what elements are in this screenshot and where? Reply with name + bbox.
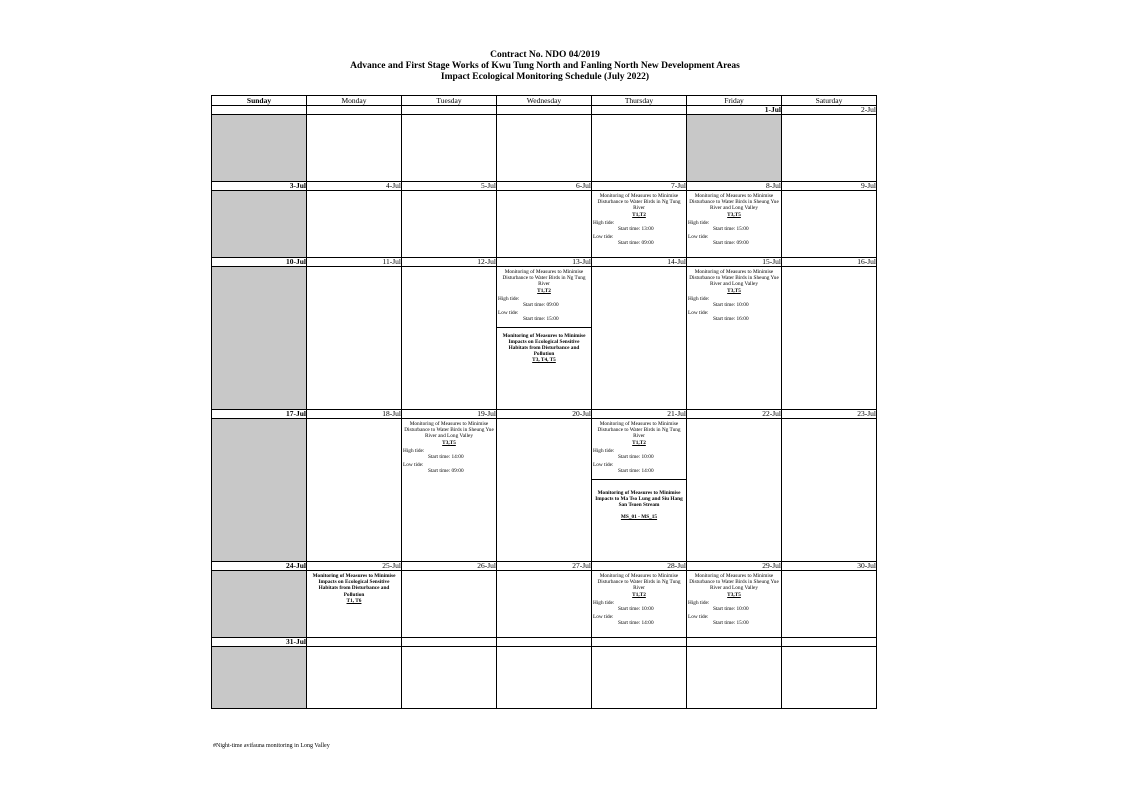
monitoring-event [592,573,686,627]
date-label: 3-Jul [212,182,307,191]
low-tide-label: Low tide: [593,614,614,621]
high-tide-label: High tide: [688,599,710,606]
content-row-week-3 [212,267,877,410]
event-description: Monitoring of Measures to Minimise Disturbance to Water Birds in Sheung Yue River and Long Valley [404,421,494,440]
low-tide-time: Start time: 09:00 [713,240,749,247]
day-cell [592,647,687,709]
monitoring-event [592,193,686,247]
content-row-week-2 [212,191,877,258]
day-cell [307,571,402,638]
day-header-friday: Friday [687,96,782,106]
event-code: T3,T5 [727,211,741,218]
date-row-week-3 [212,258,877,267]
date-label [402,638,497,647]
day-cell [307,647,402,709]
day-cell [687,191,782,258]
date-label: 15-Jul [687,258,782,267]
monitoring-event [497,327,591,364]
schedule-title: Impact Ecological Monitoring Schedule (July 2022) [440,72,650,82]
date-label: 25-Jul [307,562,402,571]
day-cell [402,191,497,258]
event-code: T1,T2 [632,439,646,446]
day-cell [687,571,782,638]
day-cell [402,571,497,638]
date-label [307,106,402,115]
event-code: T1,T2 [632,591,646,598]
day-cell [212,115,307,182]
content-row-week-6 [212,647,877,709]
day-cell [782,419,877,562]
event-description: Monitoring of Measures to Minimise Disturbance to Water Birds in Sheung Yue River and Long Valley [689,269,779,288]
event-code: MS_01 - MS_15 [620,514,658,521]
day-cell [782,647,877,709]
date-label: 30-Jul [782,562,877,571]
project-title: Advance and First Stage Works of Kwu Tung North and Fanling North New Development Areas [350,61,740,71]
event-description: Monitoring of Measures to Minimise Disturbance to Water Birds in Ng Tung River [597,421,681,440]
high-tide-time: Start time: 10:00 [713,606,749,613]
date-label: 28-Jul [592,562,687,571]
monitoring-event [402,421,496,475]
date-label: 4-Jul [307,182,402,191]
event-code: T3,T5 [727,287,741,294]
date-label [592,638,687,647]
day-header-wednesday: Wednesday [497,96,592,106]
event-description: Monitoring of Measures to Minimise Disturbance to Water Birds in Sheung Yue River and Long Valley [689,573,779,592]
weekday-header-row [212,96,877,106]
day-cell [497,571,592,638]
date-label: 13-Jul [497,258,592,267]
document-header [0,50,1090,83]
date-label: 27-Jul [497,562,592,571]
monitoring-event [307,573,401,604]
low-tide-time: Start time: 09:00 [428,468,464,475]
day-cell [782,191,877,258]
low-tide-time: Start time: 09:00 [618,240,654,247]
date-label: 16-Jul [782,258,877,267]
day-cell [782,115,877,182]
high-tide-label: High tide: [688,295,710,302]
day-cell [497,267,592,410]
high-tide-time: Start time: 10:00 [618,454,654,461]
day-cell [592,571,687,638]
low-tide-label: Low tide: [403,462,424,469]
low-tide-label: Low tide: [688,234,709,241]
high-tide-time: Start time: 10:00 [618,606,654,613]
low-tide-label: Low tide: [498,310,519,317]
event-description: Monitoring of Measures to Minimise Disturbance to Water Birds in Ng Tung River [502,269,586,288]
low-tide-time: Start time: 15:00 [713,620,749,627]
event-code: T3,T5 [442,439,456,446]
date-label: 31-Jul [212,638,307,647]
low-tide-time: Start time: 14:00 [618,468,654,475]
date-label: 7-Jul [592,182,687,191]
high-tide-label: High tide: [593,447,615,454]
content-row-week-4 [212,419,877,562]
day-cell [687,267,782,410]
date-label: 29-Jul [687,562,782,571]
event-description: Monitoring of Measures to Minimise Disturbance to Water Birds in Ng Tung River [597,573,681,592]
day-cell [687,115,782,182]
day-cell [307,191,402,258]
day-cell [212,647,307,709]
monitoring-event [497,269,591,323]
low-tide-label: Low tide: [593,234,614,241]
date-row-week-1 [212,106,877,115]
high-tide-label: High tide: [688,219,710,226]
date-label: 11-Jul [307,258,402,267]
day-cell [497,191,592,258]
day-cell [402,267,497,410]
day-cell [592,191,687,258]
date-label: 12-Jul [402,258,497,267]
date-label: 2-Jul [782,106,877,115]
high-tide-time: Start time: 15:00 [713,226,749,233]
date-row-week-6 [212,638,877,647]
date-label: 20-Jul [497,410,592,419]
day-cell [592,115,687,182]
day-cell [497,647,592,709]
date-label: 10-Jul [212,258,307,267]
day-cell [212,571,307,638]
date-label [307,638,402,647]
day-header-sunday: Sunday [212,96,307,106]
day-cell [782,571,877,638]
day-cell [212,419,307,562]
event-description: Monitoring of Measures to Minimise Impacts on Ecological Sensitive Habitats from Disturbance and Pollution [312,573,396,598]
high-tide-label: High tide: [593,219,615,226]
high-tide-time: Start time: 14:00 [428,454,464,461]
date-row-week-5 [212,562,877,571]
date-label: 1-Jul [687,106,782,115]
event-code: T3, T4, T5 [532,357,556,364]
date-label: 22-Jul [687,410,782,419]
day-cell [687,647,782,709]
date-row-week-2 [212,182,877,191]
date-label [497,638,592,647]
day-cell [687,419,782,562]
date-label: 19-Jul [402,410,497,419]
event-code: T1,T2 [632,211,646,218]
date-label: 14-Jul [592,258,687,267]
date-label: 26-Jul [402,562,497,571]
monitoring-event [592,421,686,475]
monitoring-event [687,573,781,627]
content-row-week-1 [212,115,877,182]
day-cell [592,419,687,562]
date-label: 17-Jul [212,410,307,419]
date-label: 18-Jul [307,410,402,419]
monitoring-event [687,193,781,247]
event-description: Monitoring of Measures to Minimise Disturbance to Water Birds in Sheung Yue River and Long Valley [689,193,779,212]
contract-number: Contract No. NDO 04/2019 [490,50,600,60]
day-cell [402,115,497,182]
event-description: Monitoring of Measures to Minimise Disturbance to Water Birds in Ng Tung River [597,193,681,212]
day-cell [497,115,592,182]
day-header-monday: Monday [307,96,402,106]
day-header-saturday: Saturday [782,96,877,106]
date-label: 23-Jul [782,410,877,419]
high-tide-label: High tide: [498,295,520,302]
content-row-week-5 [212,571,877,638]
monitoring-calendar [211,95,877,709]
date-label [782,638,877,647]
date-label [687,638,782,647]
day-header-thursday: Thursday [592,96,687,106]
footnote: #Night-time avifauna monitoring in Long Valley [213,743,330,749]
low-tide-time: Start time: 16:00 [713,316,749,323]
day-header-tuesday: Tuesday [402,96,497,106]
date-label [592,106,687,115]
low-tide-label: Low tide: [593,462,614,469]
day-cell [402,419,497,562]
event-description: Monitoring of Measures to Minimise Impacts to Ma Tso Lung and Siu Hang San Tsuen Stream [595,489,683,509]
low-tide-time: Start time: 15:00 [523,316,559,323]
day-cell [402,647,497,709]
high-tide-time: Start time: 10:00 [713,302,749,309]
high-tide-time: Start time: 13:00 [618,226,654,233]
date-label: 6-Jul [497,182,592,191]
event-code: T1,T2 [537,287,551,294]
high-tide-label: High tide: [403,447,425,454]
low-tide-label: Low tide: [688,310,709,317]
high-tide-time: Start time: 09:00 [523,302,559,309]
day-cell [782,267,877,410]
date-label: 5-Jul [402,182,497,191]
date-label: 8-Jul [687,182,782,191]
day-cell [592,267,687,410]
day-cell [212,191,307,258]
monitoring-event [592,479,686,521]
date-label [402,106,497,115]
day-cell [212,267,307,410]
day-cell [497,419,592,562]
event-description: Monitoring of Measures to Minimise Impacts on Ecological Sensitive Habitats from Disturbance and Pollution [502,332,586,358]
day-cell [307,115,402,182]
high-tide-label: High tide: [593,599,615,606]
date-label: 21-Jul [592,410,687,419]
day-cell [307,267,402,410]
event-code: T3,T5 [727,591,741,598]
day-cell [307,419,402,562]
low-tide-time: Start time: 14:00 [618,620,654,627]
event-code: T1, T6 [346,597,362,604]
monitoring-event [687,269,781,323]
date-row-week-4 [212,410,877,419]
low-tide-label: Low tide: [688,614,709,621]
date-label [212,106,307,115]
date-label [497,106,592,115]
date-label: 9-Jul [782,182,877,191]
date-label: 24-Jul [212,562,307,571]
